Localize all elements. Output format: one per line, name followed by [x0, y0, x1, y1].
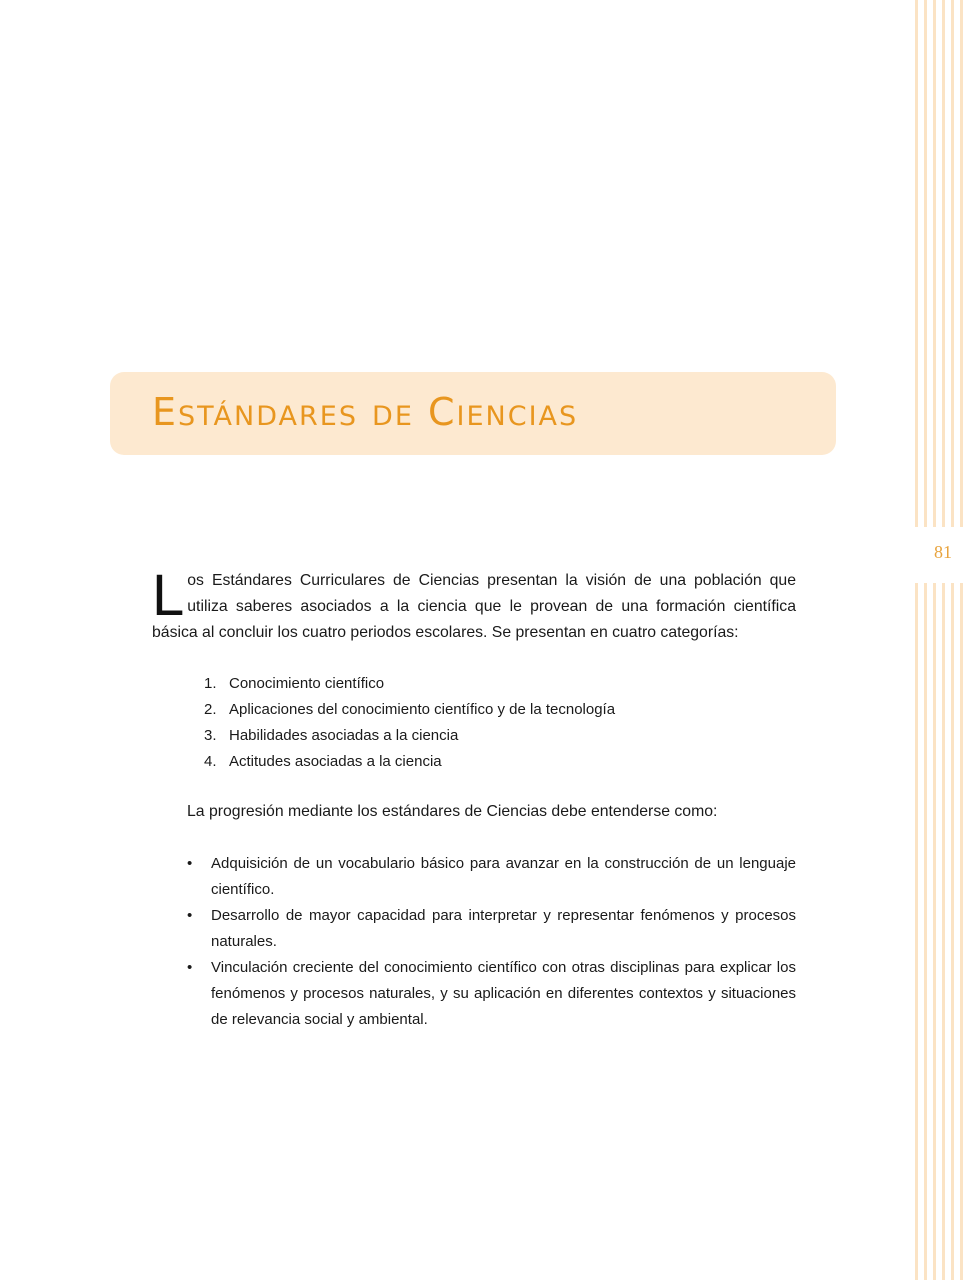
list-item-label: Aplicaciones del conocimiento científico y de la tecnología: [229, 701, 616, 718]
margin-stripe: [942, 0, 945, 1280]
margin-stripe: [933, 0, 936, 1280]
list-number: 1.: [204, 675, 217, 692]
list-item: [204, 723, 615, 749]
progression-list: [187, 851, 796, 1033]
list-number: 3.: [204, 727, 217, 744]
page-number: 81: [934, 542, 952, 562]
list-item-label: Conocimiento científico: [229, 675, 385, 692]
list-item: [187, 851, 796, 903]
list-item: [204, 671, 615, 697]
list-item: [187, 903, 796, 955]
list-item-text: Vinculación creciente del conocimiento científico con otras disciplinas para explicar los fenómenos y procesos naturales, y su aplicación en diferentes contextos y situaciones de relevancia social y ambiental.: [211, 959, 796, 1028]
list-item-text: Desarrollo de mayor capacidad para interpretar y representar fenómenos y procesos naturales.: [211, 907, 796, 950]
decorative-margin-stripes: [912, 0, 972, 1280]
list-item-label: Habilidades asociadas a la ciencia: [229, 727, 459, 744]
list-item: [204, 749, 615, 775]
bullet-icon: •: [187, 907, 193, 924]
margin-stripe: [924, 0, 927, 1280]
progression-intro: La progresión mediante los estándares de Ciencias debe entenderse como:: [187, 803, 718, 820]
bullet-icon: •: [187, 855, 193, 872]
categories-list: [204, 671, 615, 775]
margin-stripe: [915, 0, 918, 1280]
intro-paragraph: [152, 563, 796, 646]
list-item: [204, 697, 615, 723]
list-item-label: Actitudes asociadas a la ciencia: [229, 753, 442, 770]
list-item: [187, 955, 796, 1033]
margin-stripe: [951, 0, 954, 1280]
list-number: 2.: [204, 701, 217, 718]
margin-stripe: [960, 0, 963, 1280]
title-banner: [110, 372, 836, 455]
intro-text: os Estándares Curriculares de Ciencias presentan la visión de una población que utiliza saberes asociados a la ciencia que le provean de una formación científica básica al concluir los cuatro periodos escolares. Se presentan en cuatro categorías:: [152, 572, 796, 641]
page-title: Estándares de Ciencias: [152, 390, 579, 434]
bullet-icon: •: [187, 959, 193, 976]
list-number: 4.: [204, 753, 217, 770]
list-item-text: Adquisición de un vocabulario básico para avanzar en la construcción de un lenguaje científico.: [211, 855, 796, 898]
drop-cap: L: [152, 563, 185, 628]
